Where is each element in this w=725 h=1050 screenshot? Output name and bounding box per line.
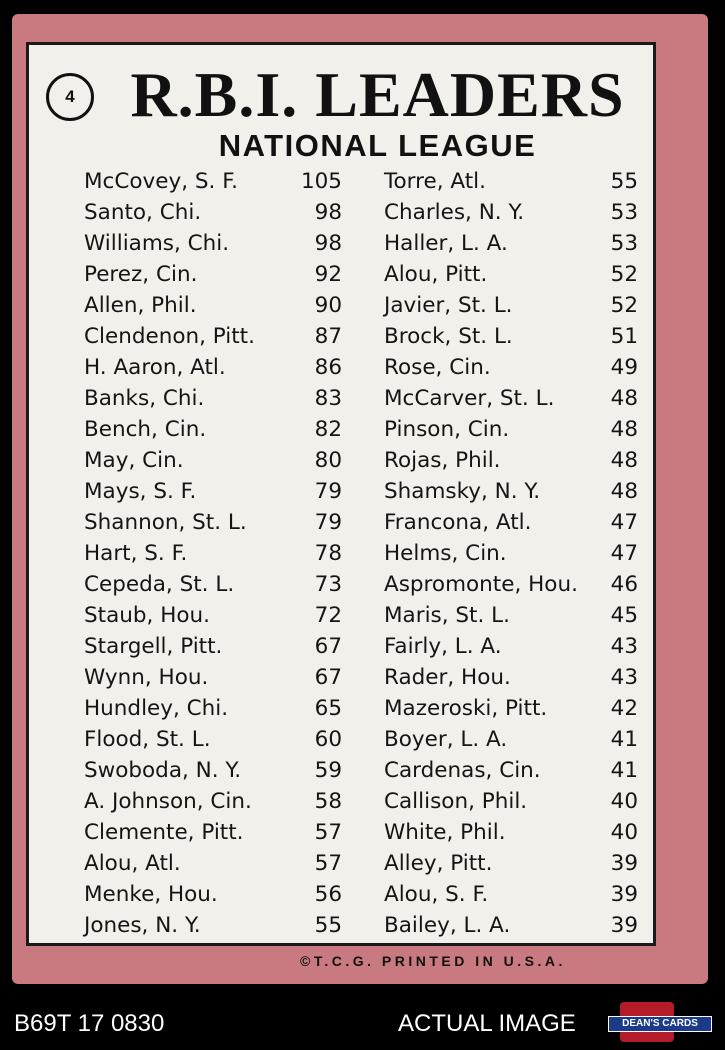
rbi-value: 39: [610, 882, 638, 907]
card-number: 4: [46, 73, 94, 121]
right-leaders-column: [384, 166, 638, 941]
leader-row: [384, 817, 638, 848]
card-subtitle: NATIONAL LEAGUE: [218, 128, 537, 163]
leader-row: [84, 600, 342, 631]
player-name: Haller, L. A.: [384, 231, 508, 256]
player-name: Jones, N. Y.: [84, 913, 201, 938]
rbi-value: 58: [314, 789, 342, 814]
rbi-value: 79: [314, 479, 342, 504]
player-name: Alou, S. F.: [384, 882, 489, 907]
leader-row: [384, 600, 638, 631]
leader-row: [84, 445, 342, 476]
player-name: McCovey, S. F.: [84, 169, 238, 194]
player-name: Alley, Pitt.: [384, 851, 493, 876]
rbi-value: 86: [314, 355, 342, 380]
player-name: Cardenas, Cin.: [384, 758, 541, 783]
left-leaders-column: [84, 166, 342, 941]
player-name: Callison, Phil.: [384, 789, 528, 814]
leader-row: [84, 786, 342, 817]
player-name: Bench, Cin.: [84, 417, 207, 442]
leader-row: [384, 166, 638, 197]
player-name: Aspromonte, Hou.: [384, 572, 578, 597]
player-name: Santo, Chi.: [84, 200, 202, 225]
leader-row: [384, 538, 638, 569]
rbi-value: 55: [314, 913, 342, 938]
player-name: Maris, St. L.: [384, 603, 510, 628]
player-name: Brock, St. L.: [384, 324, 513, 349]
player-name: Williams, Chi.: [84, 231, 230, 256]
rbi-value: 49: [610, 355, 638, 380]
actual-image-label: ACTUAL IMAGE: [398, 1010, 576, 1037]
rbi-value: 41: [610, 727, 638, 752]
leader-row: [84, 228, 342, 259]
leader-row: [84, 755, 342, 786]
player-name: Staub, Hou.: [84, 603, 210, 628]
card-title: R.B.I. LEADERS: [130, 59, 625, 130]
player-name: Rose, Cin.: [384, 355, 491, 380]
player-name: Menke, Hou.: [84, 882, 218, 907]
leader-row: [384, 228, 638, 259]
rbi-value: 46: [610, 572, 638, 597]
player-name: Pinson, Cin.: [384, 417, 510, 442]
leader-row: [84, 290, 342, 321]
player-name: Rader, Hou.: [384, 665, 511, 690]
player-name: Charles, N. Y.: [384, 200, 525, 225]
deans-cards-logo: [608, 1002, 712, 1042]
leader-row: [384, 786, 638, 817]
rbi-value: 80: [314, 448, 342, 473]
leader-row: [384, 724, 638, 755]
rbi-value: 56: [314, 882, 342, 907]
logo-text: DEAN'S CARDS: [608, 1016, 712, 1032]
leader-row: [84, 569, 342, 600]
rbi-value: 72: [314, 603, 342, 628]
rbi-value: 67: [314, 665, 342, 690]
rbi-value: 53: [610, 200, 638, 225]
player-name: Boyer, L. A.: [384, 727, 508, 752]
leader-row: [384, 569, 638, 600]
rbi-value: 98: [314, 231, 342, 256]
leader-row: [84, 538, 342, 569]
leader-row: [384, 755, 638, 786]
player-name: Flood, St. L.: [84, 727, 211, 752]
rbi-value: 73: [314, 572, 342, 597]
player-name: A. Johnson, Cin.: [84, 789, 252, 814]
rbi-value: 40: [610, 789, 638, 814]
leader-row: [84, 848, 342, 879]
leader-row: [384, 383, 638, 414]
leader-row: [84, 507, 342, 538]
leader-row: [84, 197, 342, 228]
leader-row: [84, 352, 342, 383]
rbi-value: 41: [610, 758, 638, 783]
rbi-value: 60: [314, 727, 342, 752]
leader-row: [84, 414, 342, 445]
rbi-value: 83: [314, 386, 342, 411]
player-name: Helms, Cin.: [384, 541, 507, 566]
player-name: Francona, Atl.: [384, 510, 532, 535]
leader-row: [384, 197, 638, 228]
leader-row: [384, 662, 638, 693]
leader-row: [384, 259, 638, 290]
rbi-value: 57: [314, 851, 342, 876]
leader-row: [384, 910, 638, 941]
player-name: Hundley, Chi.: [84, 696, 229, 721]
rbi-value: 52: [610, 293, 638, 318]
rbi-value: 52: [610, 262, 638, 287]
leader-row: [84, 476, 342, 507]
player-name: Hart, S. F.: [84, 541, 188, 566]
rbi-value: 39: [610, 851, 638, 876]
rbi-value: 47: [610, 541, 638, 566]
leader-row: [384, 321, 638, 352]
player-name: Rojas, Phil.: [384, 448, 501, 473]
rbi-value: 55: [610, 169, 638, 194]
player-name: Clendenon, Pitt.: [84, 324, 255, 349]
rbi-value: 48: [610, 386, 638, 411]
rbi-value: 79: [314, 510, 342, 535]
inventory-code: B69T 17 0830: [14, 1010, 165, 1037]
rbi-value: 98: [314, 200, 342, 225]
leader-row: [84, 693, 342, 724]
rbi-value: 59: [314, 758, 342, 783]
player-name: McCarver, St. L.: [384, 386, 555, 411]
leader-row: [84, 724, 342, 755]
player-name: Allen, Phil.: [84, 293, 197, 318]
player-name: Shannon, St. L.: [84, 510, 247, 535]
rbi-value: 53: [610, 231, 638, 256]
rbi-value: 39: [610, 913, 638, 938]
rbi-value: 57: [314, 820, 342, 845]
leader-row: [84, 631, 342, 662]
leader-row: [84, 817, 342, 848]
rbi-value: 48: [610, 417, 638, 442]
rbi-value: 47: [610, 510, 638, 535]
player-name: Banks, Chi.: [84, 386, 205, 411]
leader-row: [84, 910, 342, 941]
player-name: H. Aaron, Atl.: [84, 355, 226, 380]
player-name: Cepeda, St. L.: [84, 572, 235, 597]
leader-row: [384, 507, 638, 538]
leader-row: [84, 662, 342, 693]
rbi-value: 48: [610, 479, 638, 504]
leader-row: [384, 290, 638, 321]
leader-row: [84, 383, 342, 414]
rbi-value: 105: [300, 169, 342, 194]
copyright-line: ©T.C.G. PRINTED IN U.S.A.: [300, 953, 566, 969]
player-name: Bailey, L. A.: [384, 913, 511, 938]
rbi-value: 87: [314, 324, 342, 349]
player-name: Alou, Pitt.: [384, 262, 488, 287]
rbi-value: 51: [610, 324, 638, 349]
leader-row: [384, 631, 638, 662]
player-name: Stargell, Pitt.: [84, 634, 223, 659]
leader-row: [384, 476, 638, 507]
rbi-value: 90: [314, 293, 342, 318]
leader-row: [84, 879, 342, 910]
leader-row: [84, 321, 342, 352]
rbi-value: 82: [314, 417, 342, 442]
leader-row: [384, 879, 638, 910]
rbi-value: 43: [610, 634, 638, 659]
player-name: May, Cin.: [84, 448, 184, 473]
rbi-value: 40: [610, 820, 638, 845]
rbi-value: 45: [610, 603, 638, 628]
rbi-value: 78: [314, 541, 342, 566]
leader-row: [384, 352, 638, 383]
leader-row: [384, 414, 638, 445]
rbi-value: 42: [610, 696, 638, 721]
leader-row: [84, 166, 342, 197]
player-name: Torre, Atl.: [384, 169, 486, 194]
leader-row: [384, 848, 638, 879]
rbi-value: 92: [314, 262, 342, 287]
player-name: Alou, Atl.: [84, 851, 181, 876]
player-name: Javier, St. L.: [384, 293, 513, 318]
player-name: White, Phil.: [384, 820, 506, 845]
player-name: Swoboda, N. Y.: [84, 758, 242, 783]
leader-row: [384, 445, 638, 476]
rbi-value: 65: [314, 696, 342, 721]
player-name: Fairly, L. A.: [384, 634, 502, 659]
leader-row: [84, 259, 342, 290]
player-name: Wynn, Hou.: [84, 665, 209, 690]
rbi-value: 67: [314, 634, 342, 659]
player-name: Perez, Cin.: [84, 262, 198, 287]
leader-row: [384, 693, 638, 724]
player-name: Mazeroski, Pitt.: [384, 696, 548, 721]
player-name: Shamsky, N. Y.: [384, 479, 541, 504]
rbi-value: 48: [610, 448, 638, 473]
player-name: Mays, S. F.: [84, 479, 197, 504]
player-name: Clemente, Pitt.: [84, 820, 244, 845]
rbi-value: 43: [610, 665, 638, 690]
